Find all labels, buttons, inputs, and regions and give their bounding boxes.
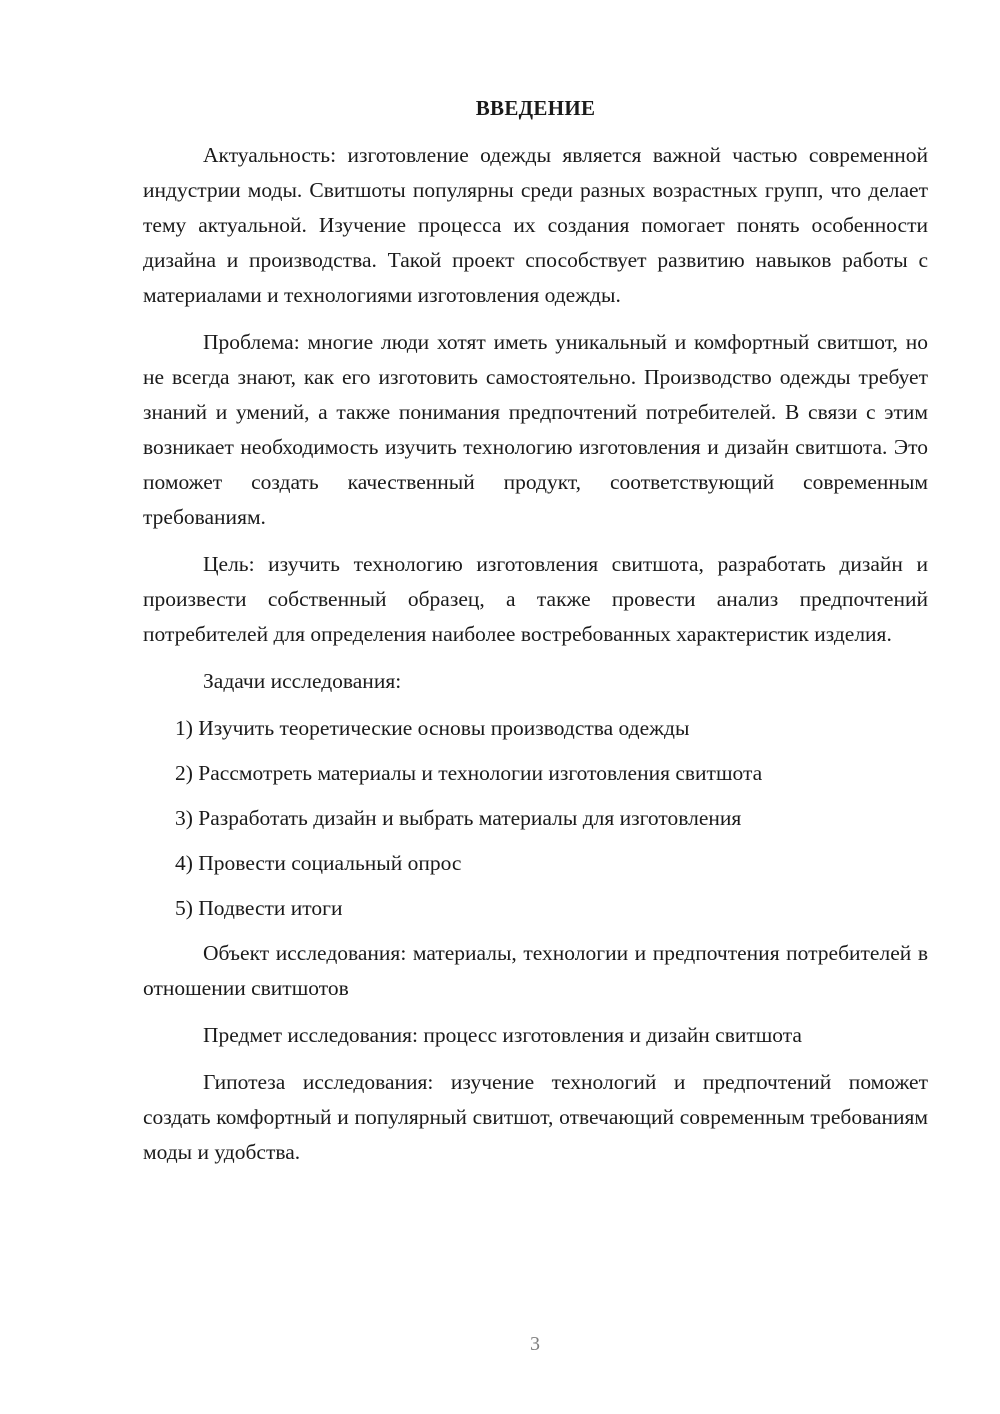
paragraph-goal: Цель: изучить технологию изготовления свитшота, разработать дизайн и произвести собственный образец, а также провести анализ предпочтений потребителей для определения наиболее востребованных характеристик изделия.	[143, 552, 928, 646]
list-item: 5) Подвести итоги	[175, 896, 343, 920]
paragraph-problem: Проблема: многие люди хотят иметь уникальный и комфортный свитшот, но не всегда знают, как его изготовить самостоятельно. Производство одежды требует знаний и умений, а также понимания предпочтений потребителей. В связи с этим возникает необходимость изучить технологию изготовления и дизайн свитшота. Это поможет создать качественный продукт, соответствующий современным требованиям.	[143, 330, 928, 529]
list-item: 2) Рассмотреть материалы и технологии изготовления свитшота	[175, 761, 763, 785]
paragraph-object: Объект исследования: материалы, технологии и предпочтения потребителей в отношении свитшотов	[143, 941, 928, 1000]
document-page	[143, 96, 928, 1182]
page-number: 3	[530, 1333, 540, 1355]
tasks-heading: Задачи исследования:	[203, 669, 402, 693]
list-item: 3) Разработать дизайн и выбрать материалы для изготовления	[175, 806, 742, 830]
tasks-list	[143, 711, 928, 926]
paragraph-hypothesis: Гипотеза исследования: изучение технологий и предпочтений поможет создать комфортный и популярный свитшот, отвечающий современным требованиям моды и удобства.	[143, 1070, 928, 1164]
page-title: ВВЕДЕНИЕ	[475, 96, 596, 120]
list-item: 1) Изучить теоретические основы производства одежды	[175, 716, 690, 740]
paragraph-subject: Предмет исследования: процесс изготовления и дизайн свитшота	[203, 1023, 802, 1047]
paragraph-relevance: Актуальность: изготовление одежды является важной частью современной индустрии моды. Свитшоты популярны среди разных возрастных групп, что делает тему актуальной. Изучение процесса их создания помогает понять особенности дизайна и производства. Такой проект способствует развитию навыков работы с материалами и технологиями изготовления одежды.	[143, 143, 928, 307]
list-item: 4) Провести социальный опрос	[175, 851, 462, 875]
